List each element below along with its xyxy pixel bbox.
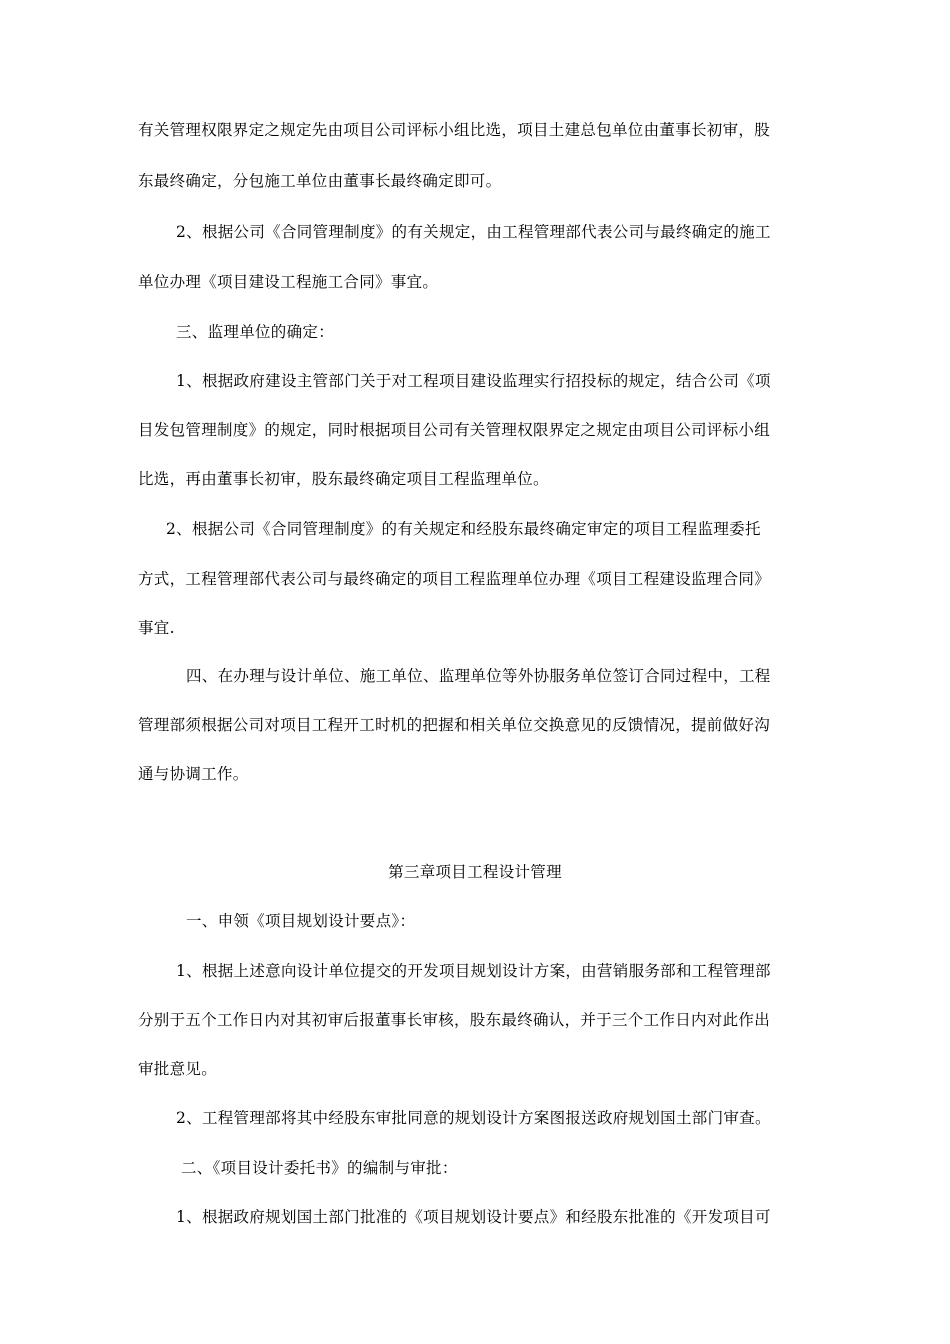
- text-line: 1、根据政府规划国土部门批准的《项目规划设计要点》和经股东批准的《开发项目可: [176, 1208, 771, 1226]
- text-line: 有关管理权限界定之规定先由项目公司评标小组比选，项目土建总包单位由董事长初审，股: [138, 121, 771, 139]
- text-line: 单位办理《项目建设工程施工合同》事宜。: [138, 273, 439, 291]
- text-line: 2、根据公司《合同管理制度》的有关规定和经股东最终确定审定的项目工程监理委托: [166, 520, 761, 538]
- text-line: 管理部须根据公司对项目工程开工时机的把握和相关单位交换意见的反馈情况，提前做好沟: [138, 716, 771, 734]
- text-line: 2、工程管理部将其中经股东审批同意的规划设计方案图报送政府规划国土部门审查。: [176, 1109, 771, 1127]
- section-heading: 二、《项目设计委托书》的编制与审批：: [181, 1159, 458, 1177]
- section-heading: 三、监理单位的确定：: [176, 323, 335, 341]
- text-line: 比选，再由董事长初审，股东最终确定项目工程监理单位。: [138, 470, 549, 488]
- text-line: 东最终确定，分包施工单位由董事长最终确定即可。: [138, 172, 502, 190]
- section-heading: 一、申领《项目规划设计要点》：: [186, 912, 416, 930]
- text-line: 方式，工程管理部代表公司与最终确定的项目工程监理单位办理《项目工程建设监理合同》: [138, 570, 771, 588]
- text-line: 目发包管理制度》的规定，同时根据项目公司有关管理权限界定之规定由项目公司评标小组: [138, 421, 771, 439]
- text-line: 事宜.: [138, 619, 175, 637]
- text-line: 分别于五个工作日内对其初审后报董事长审核，股东最终确认，并于三个工作日内对此作出: [138, 1011, 771, 1029]
- text-line: 2、根据公司《合同管理制度》的有关规定，由工程管理部代表公司与最终确定的施工: [176, 223, 771, 241]
- chapter-title: 第三章项目工程设计管理: [388, 863, 562, 881]
- text-line: 审批意见。: [138, 1060, 218, 1078]
- text-line: 1、根据上述意向设计单位提交的开发项目规划设计方案，由营销服务部和工程管理部: [176, 962, 771, 980]
- text-line: 四、在办理与设计单位、施工单位、监理单位等外协服务单位签订合同过程中，工程: [186, 667, 771, 685]
- text-line: 1、根据政府建设主管部门关于对工程项目建设监理实行招投标的规定，结合公司《项: [176, 372, 771, 390]
- text-line: 通与协调工作。: [138, 765, 249, 783]
